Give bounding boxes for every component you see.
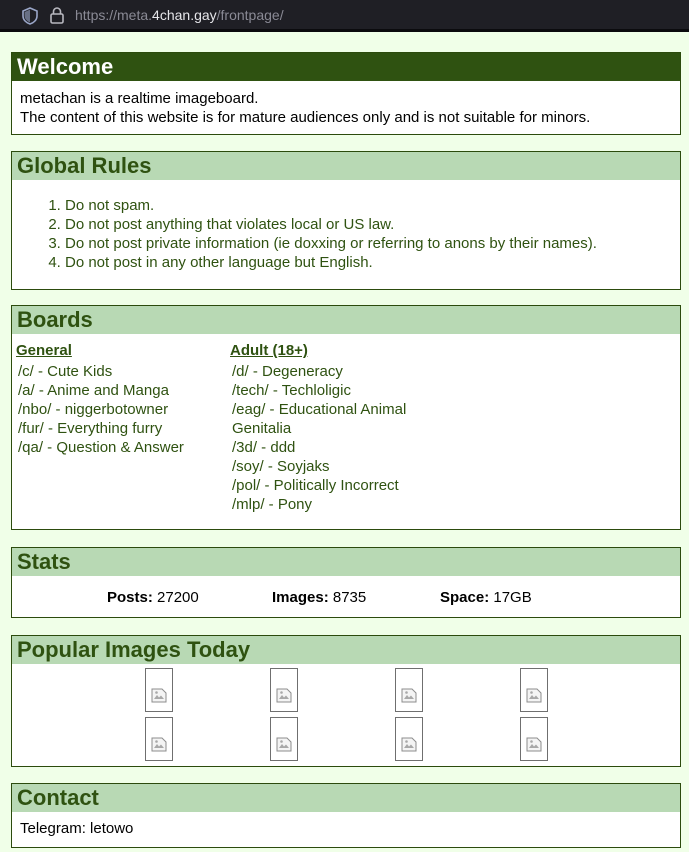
stat-space-value: 17GB xyxy=(493,589,532,606)
rules-list xyxy=(12,196,680,272)
popular-image-thumb[interactable] xyxy=(270,668,298,712)
board-link-c[interactable]: /c/ - Cute Kids xyxy=(18,363,113,380)
popular-image-thumb[interactable] xyxy=(520,717,548,761)
popular-image-thumb[interactable] xyxy=(145,717,173,761)
boards-adult-column xyxy=(232,341,432,514)
stats-box xyxy=(11,547,681,618)
url-host: 4chan.gay xyxy=(152,7,217,23)
stat-space xyxy=(440,589,532,606)
contact-box xyxy=(11,783,681,848)
rule-item: 3. Do not post private information (ie doxxing or referring to anons by their names). xyxy=(65,234,680,253)
board-link-tech[interactable]: /tech/ - Techloligic xyxy=(232,382,351,399)
global-rules-box xyxy=(11,151,681,290)
stat-images xyxy=(272,589,366,606)
popular-images-title: Popular Images Today xyxy=(12,636,680,664)
popular-image-thumb[interactable] xyxy=(145,668,173,712)
shield-icon[interactable] xyxy=(21,7,39,25)
url-path: /frontpage/ xyxy=(216,7,284,23)
board-link-mlp[interactable]: /mlp/ - Pony xyxy=(232,496,313,513)
stats-title: Stats xyxy=(12,548,680,576)
contact-text: Telegram: letowo xyxy=(20,820,134,837)
rule-item: 2. Do not post anything that violates local or US law. xyxy=(65,215,680,234)
stat-images-value: 8735 xyxy=(332,589,367,606)
broken-image-icon xyxy=(151,687,167,703)
rule-item: 1. Do not spam. xyxy=(65,196,680,215)
welcome-title: Welcome xyxy=(12,53,680,81)
popular-image-thumb[interactable] xyxy=(520,668,548,712)
welcome-line-2: The content of this website is for mature audiences only and is not suitable for minors. xyxy=(20,109,591,126)
stat-posts xyxy=(107,589,199,606)
broken-image-icon xyxy=(401,687,417,703)
board-link-soy[interactable]: /soy/ - Soyjaks xyxy=(232,458,330,475)
boards-general-column xyxy=(18,341,218,457)
stat-posts-label: Posts: xyxy=(107,589,153,606)
popular-image-thumb[interactable] xyxy=(395,668,423,712)
broken-image-icon xyxy=(276,736,292,752)
board-link-d[interactable]: /d/ - Degeneracy xyxy=(232,363,343,380)
global-rules-title: Global Rules xyxy=(12,152,680,180)
board-link-pol[interactable]: /pol/ - Politically Incorrect xyxy=(232,477,399,494)
broken-image-icon xyxy=(526,736,542,752)
welcome-body xyxy=(12,81,680,127)
popular-image-thumb[interactable] xyxy=(270,717,298,761)
stat-images-label: Images: xyxy=(272,589,329,606)
boards-general-title: General xyxy=(16,342,72,359)
lock-icon[interactable] xyxy=(49,6,65,24)
board-link-fur[interactable]: /fur/ - Everything furry xyxy=(18,420,163,437)
board-link-nbo[interactable]: /nbo/ - niggerbotowner xyxy=(18,401,169,418)
welcome-box xyxy=(11,52,681,135)
broken-image-icon xyxy=(526,687,542,703)
board-link-eag[interactable]: /eag/ - Educational Animal Genitalia xyxy=(232,401,407,437)
boards-title: Boards xyxy=(12,306,680,334)
board-link-a[interactable]: /a/ - Anime and Manga xyxy=(18,382,169,399)
rule-item: 4. Do not post in any other language but English. xyxy=(65,253,680,272)
popular-images-box xyxy=(11,635,681,767)
welcome-line-1: metachan is a realtime imageboard. xyxy=(20,90,259,107)
popular-image-thumb[interactable] xyxy=(395,717,423,761)
broken-image-icon xyxy=(276,687,292,703)
boards-adult-title: Adult (18+) xyxy=(230,342,308,359)
stat-posts-value: 27200 xyxy=(157,589,199,606)
url-text[interactable] xyxy=(75,7,284,23)
url-prefix: https://meta. xyxy=(75,7,153,23)
boards-box xyxy=(11,305,681,530)
contact-title: Contact xyxy=(12,784,680,812)
broken-image-icon xyxy=(401,736,417,752)
broken-image-icon xyxy=(151,736,167,752)
browser-url-bar[interactable] xyxy=(0,0,689,32)
board-link-3d[interactable]: /3d/ - ddd xyxy=(232,439,296,456)
board-link-qa[interactable]: /qa/ - Question & Answer xyxy=(18,439,184,456)
stat-space-label: Space: xyxy=(440,589,490,606)
